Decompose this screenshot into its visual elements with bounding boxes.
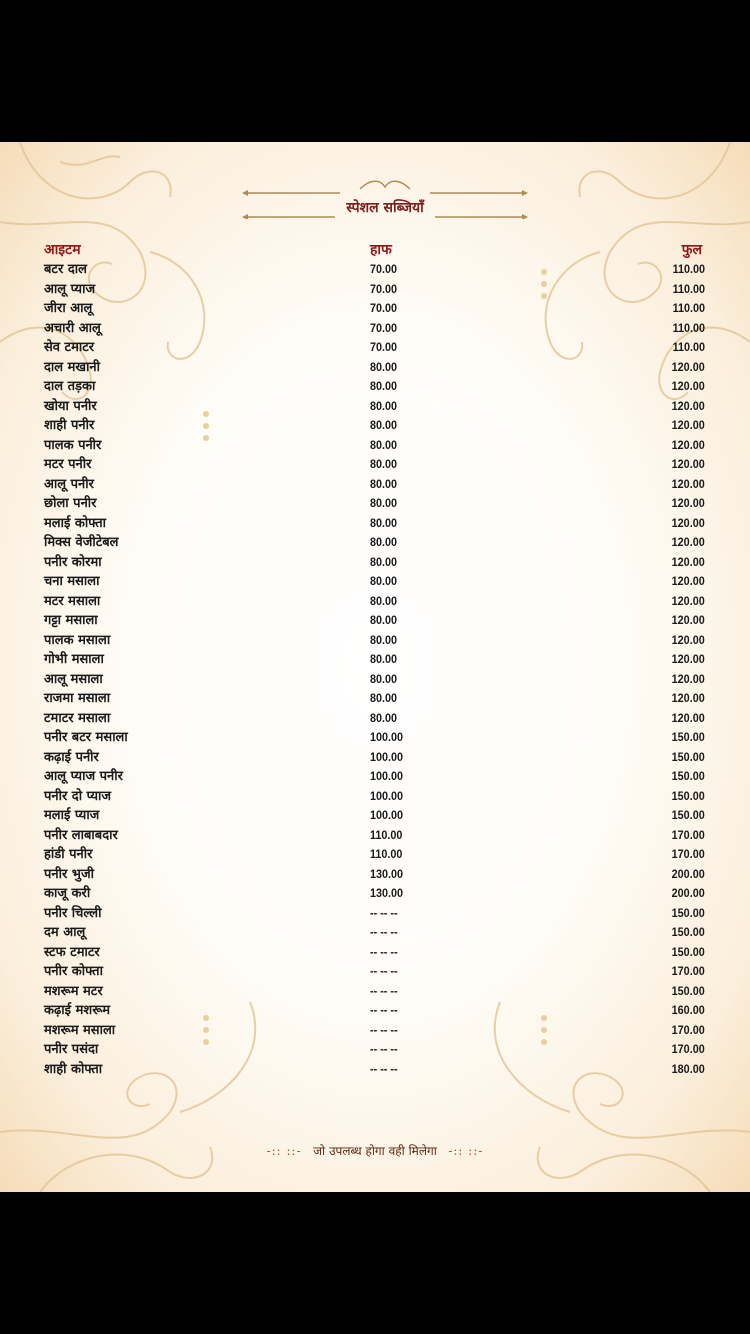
menu-item-row [0,338,750,358]
menu-item-row [0,865,750,885]
footer-left-ornament: -:: ::- [266,1144,302,1158]
half-price: 100.00 [370,788,404,803]
item-name: शाही कोफ्ता [44,1061,103,1077]
item-name: बटर दाल [44,262,87,277]
menu-item-row [0,514,750,534]
full-price: 120.00 [671,593,705,608]
half-price: 80.00 [370,710,398,725]
menu-item-row [0,455,750,475]
half-price: -- -- -- [370,1042,398,1056]
full-price: 120.00 [671,418,705,432]
full-price: 120.00 [671,437,705,452]
full-price: 120.00 [671,359,705,374]
full-price: 120.00 [671,379,705,393]
full-price: 170.00 [671,847,705,861]
full-price: 120.00 [671,515,705,530]
half-price: 80.00 [370,398,398,413]
full-price: 150.00 [671,925,705,939]
half-price: 70.00 [370,262,398,276]
item-name: पनीर भुजी [44,866,94,882]
footer-right-ornament: -:: ::- [448,1144,484,1158]
half-price: 80.00 [370,496,398,510]
half-price: 80.00 [370,652,398,666]
full-price: 120.00 [671,671,705,686]
item-name: स्टफ टमाटर [44,944,100,960]
menu-item-row [0,904,750,924]
item-name: पनीर चिल्ली [44,905,102,921]
half-price: -- -- -- [370,1061,398,1076]
item-name: खोया पनीर [44,398,97,414]
item-name: पालक मसाला [44,632,111,648]
menu-item-row [0,709,750,729]
half-price: 130.00 [370,866,404,881]
availability-note [0,1142,750,1159]
full-price: 120.00 [671,613,705,627]
full-price: 150.00 [671,769,705,783]
item-name: पनीर कोरमा [44,554,102,570]
item-name: आलू पनीर [44,476,94,492]
full-price: 150.00 [671,808,705,822]
half-price: -- -- -- [370,1003,398,1017]
full-price: 110.00 [672,301,705,315]
full-price: 200.00 [671,866,705,881]
full-price: 120.00 [671,476,705,491]
item-name: जीरा आलू [44,301,93,316]
full-price: 150.00 [671,983,705,998]
menu-item-row [0,1021,750,1041]
full-price: 120.00 [671,574,705,588]
menu-item-row [0,845,750,865]
item-name: मशरूम मसाला [44,1022,116,1038]
half-price: 130.00 [370,886,404,900]
menu-item-row [0,280,750,300]
full-price: 120.00 [671,398,705,413]
half-price: 110.00 [370,847,403,861]
item-name: मलाई प्याज [44,808,100,823]
full-price: 110.00 [672,281,705,296]
item-name: आलू मसाला [44,671,103,687]
half-price: 100.00 [370,730,404,744]
item-name: टमाटर मसाला [44,710,111,726]
item-name: गट्टा मसाला [44,613,98,628]
item-name: पनीर दो प्याज [44,788,112,804]
item-name: पनीर पसंदा [44,1042,99,1057]
item-name: सेव टमाटर [44,340,95,355]
full-price: 170.00 [671,1022,705,1037]
item-name: अचारी आलू [44,320,101,336]
full-price: 170.00 [671,827,705,842]
column-header-full: फुल [681,242,702,258]
item-name: चना मसाला [44,574,100,589]
half-price: 70.00 [370,301,398,315]
item-name: आलू प्याज [44,281,96,297]
item-name: दाल मखानी [44,359,100,375]
menu-item-row [0,806,750,826]
half-price: 70.00 [370,340,398,354]
half-price: 80.00 [370,379,398,393]
menu-item-row [0,884,750,904]
menu-item-row [0,748,750,768]
menu-card [0,142,750,1192]
half-price: 110.00 [370,827,403,842]
menu-item-row [0,397,750,417]
item-name: कढ़ाई पनीर [44,749,99,765]
full-price: 120.00 [671,535,705,549]
menu-item-row [0,943,750,963]
half-price: 100.00 [370,808,404,822]
menu-item-row [0,767,750,787]
full-price: 110.00 [672,262,705,276]
half-price: 80.00 [370,691,398,705]
item-name: मलाई कोफ्ता [44,515,106,531]
menu-item-row [0,631,750,651]
half-price: -- -- -- [370,1022,398,1037]
item-name: पालक पनीर [44,437,102,453]
full-price: 120.00 [671,496,705,510]
item-name: मटर पनीर [44,457,92,472]
item-name: पनीर कोफ्ता [44,964,103,979]
item-name: दम आलू [44,925,86,940]
menu-item-row [0,260,750,280]
item-name: मिक्स वेजीटेबल [44,535,119,550]
item-name: गोभी मसाला [44,652,104,667]
full-price: 150.00 [671,730,705,744]
full-price: 150.00 [671,905,705,920]
half-price: 80.00 [370,457,398,471]
half-price: -- -- -- [370,905,398,920]
full-price: 170.00 [671,964,705,978]
half-price: -- -- -- [370,964,398,978]
item-name: पनीर लाबाबदार [44,827,118,843]
half-price: -- -- -- [370,944,398,959]
footer-text: जो उपलब्ध होगा वही मिलेगा [313,1144,437,1158]
half-price: 100.00 [370,749,404,764]
full-price: 170.00 [671,1042,705,1056]
menu-item-row [0,377,750,397]
menu-item-row [0,689,750,709]
column-header-half: हाफ [370,242,392,258]
menu-item-row [0,494,750,514]
item-name: काजू करी [44,886,91,901]
half-price: 80.00 [370,359,398,374]
half-price: 80.00 [370,593,398,608]
half-price: 80.00 [370,535,398,549]
menu-item-row [0,1001,750,1021]
half-price: 80.00 [370,554,398,569]
menu-item-row [0,787,750,807]
menu-item-row [0,592,750,612]
item-name: कढ़ाई मशरूम [44,1003,111,1018]
full-price: 110.00 [672,320,705,335]
menu-item-row [0,533,750,553]
half-price: 80.00 [370,515,398,530]
full-price: 150.00 [671,944,705,959]
menu-item-row [0,299,750,319]
menu-item-row [0,436,750,456]
menu-item-row [0,1040,750,1060]
menu-item-row [0,611,750,631]
menu-item-list [0,260,750,1079]
menu-item-row [0,416,750,436]
full-price: 120.00 [671,652,705,666]
half-price: 80.00 [370,574,398,588]
half-price: -- -- -- [370,925,398,939]
menu-item-row [0,728,750,748]
menu-item-row [0,319,750,339]
half-price: -- -- -- [370,983,398,998]
half-price: 70.00 [370,281,398,296]
full-price: 120.00 [671,554,705,569]
menu-item-row [0,826,750,846]
menu-item-row [0,650,750,670]
section-title: स्पेशल सब्जियाँ [346,200,424,216]
item-name: मशरूम मटर [44,983,103,999]
column-header-item: आइटम [44,242,81,258]
menu-item-row [0,982,750,1002]
menu-item-row [0,475,750,495]
menu-item-row [0,962,750,982]
half-price: 80.00 [370,671,398,686]
item-name: आलू प्याज पनीर [44,769,123,784]
full-price: 120.00 [671,457,705,471]
item-name: शाही पनीर [44,418,95,433]
full-price: 180.00 [671,1061,705,1076]
half-price: 80.00 [370,418,398,432]
item-name: मटर मसाला [44,593,101,609]
full-price: 110.00 [672,340,705,354]
full-price: 150.00 [671,749,705,764]
menu-item-row [0,572,750,592]
menu-item-row [0,358,750,378]
half-price: 80.00 [370,613,398,627]
half-price: 80.00 [370,476,398,491]
full-price: 150.00 [671,788,705,803]
full-price: 160.00 [671,1003,705,1017]
half-price: 80.00 [370,437,398,452]
full-price: 200.00 [671,886,705,900]
menu-item-row [0,923,750,943]
item-name: दाल तड़का [44,379,96,394]
item-name: राजमा मसाला [44,691,111,706]
half-price: 80.00 [370,632,398,647]
full-price: 120.00 [671,632,705,647]
half-price: 70.00 [370,320,398,335]
half-price: 100.00 [370,769,404,783]
menu-item-row [0,670,750,690]
menu-item-row [0,1060,750,1080]
menu-item-row [0,553,750,573]
item-name: हांडी पनीर [44,847,93,862]
full-price: 120.00 [671,691,705,705]
item-name: छोला पनीर [44,496,97,511]
item-name: पनीर बटर मसाला [44,730,128,745]
full-price: 120.00 [671,710,705,725]
